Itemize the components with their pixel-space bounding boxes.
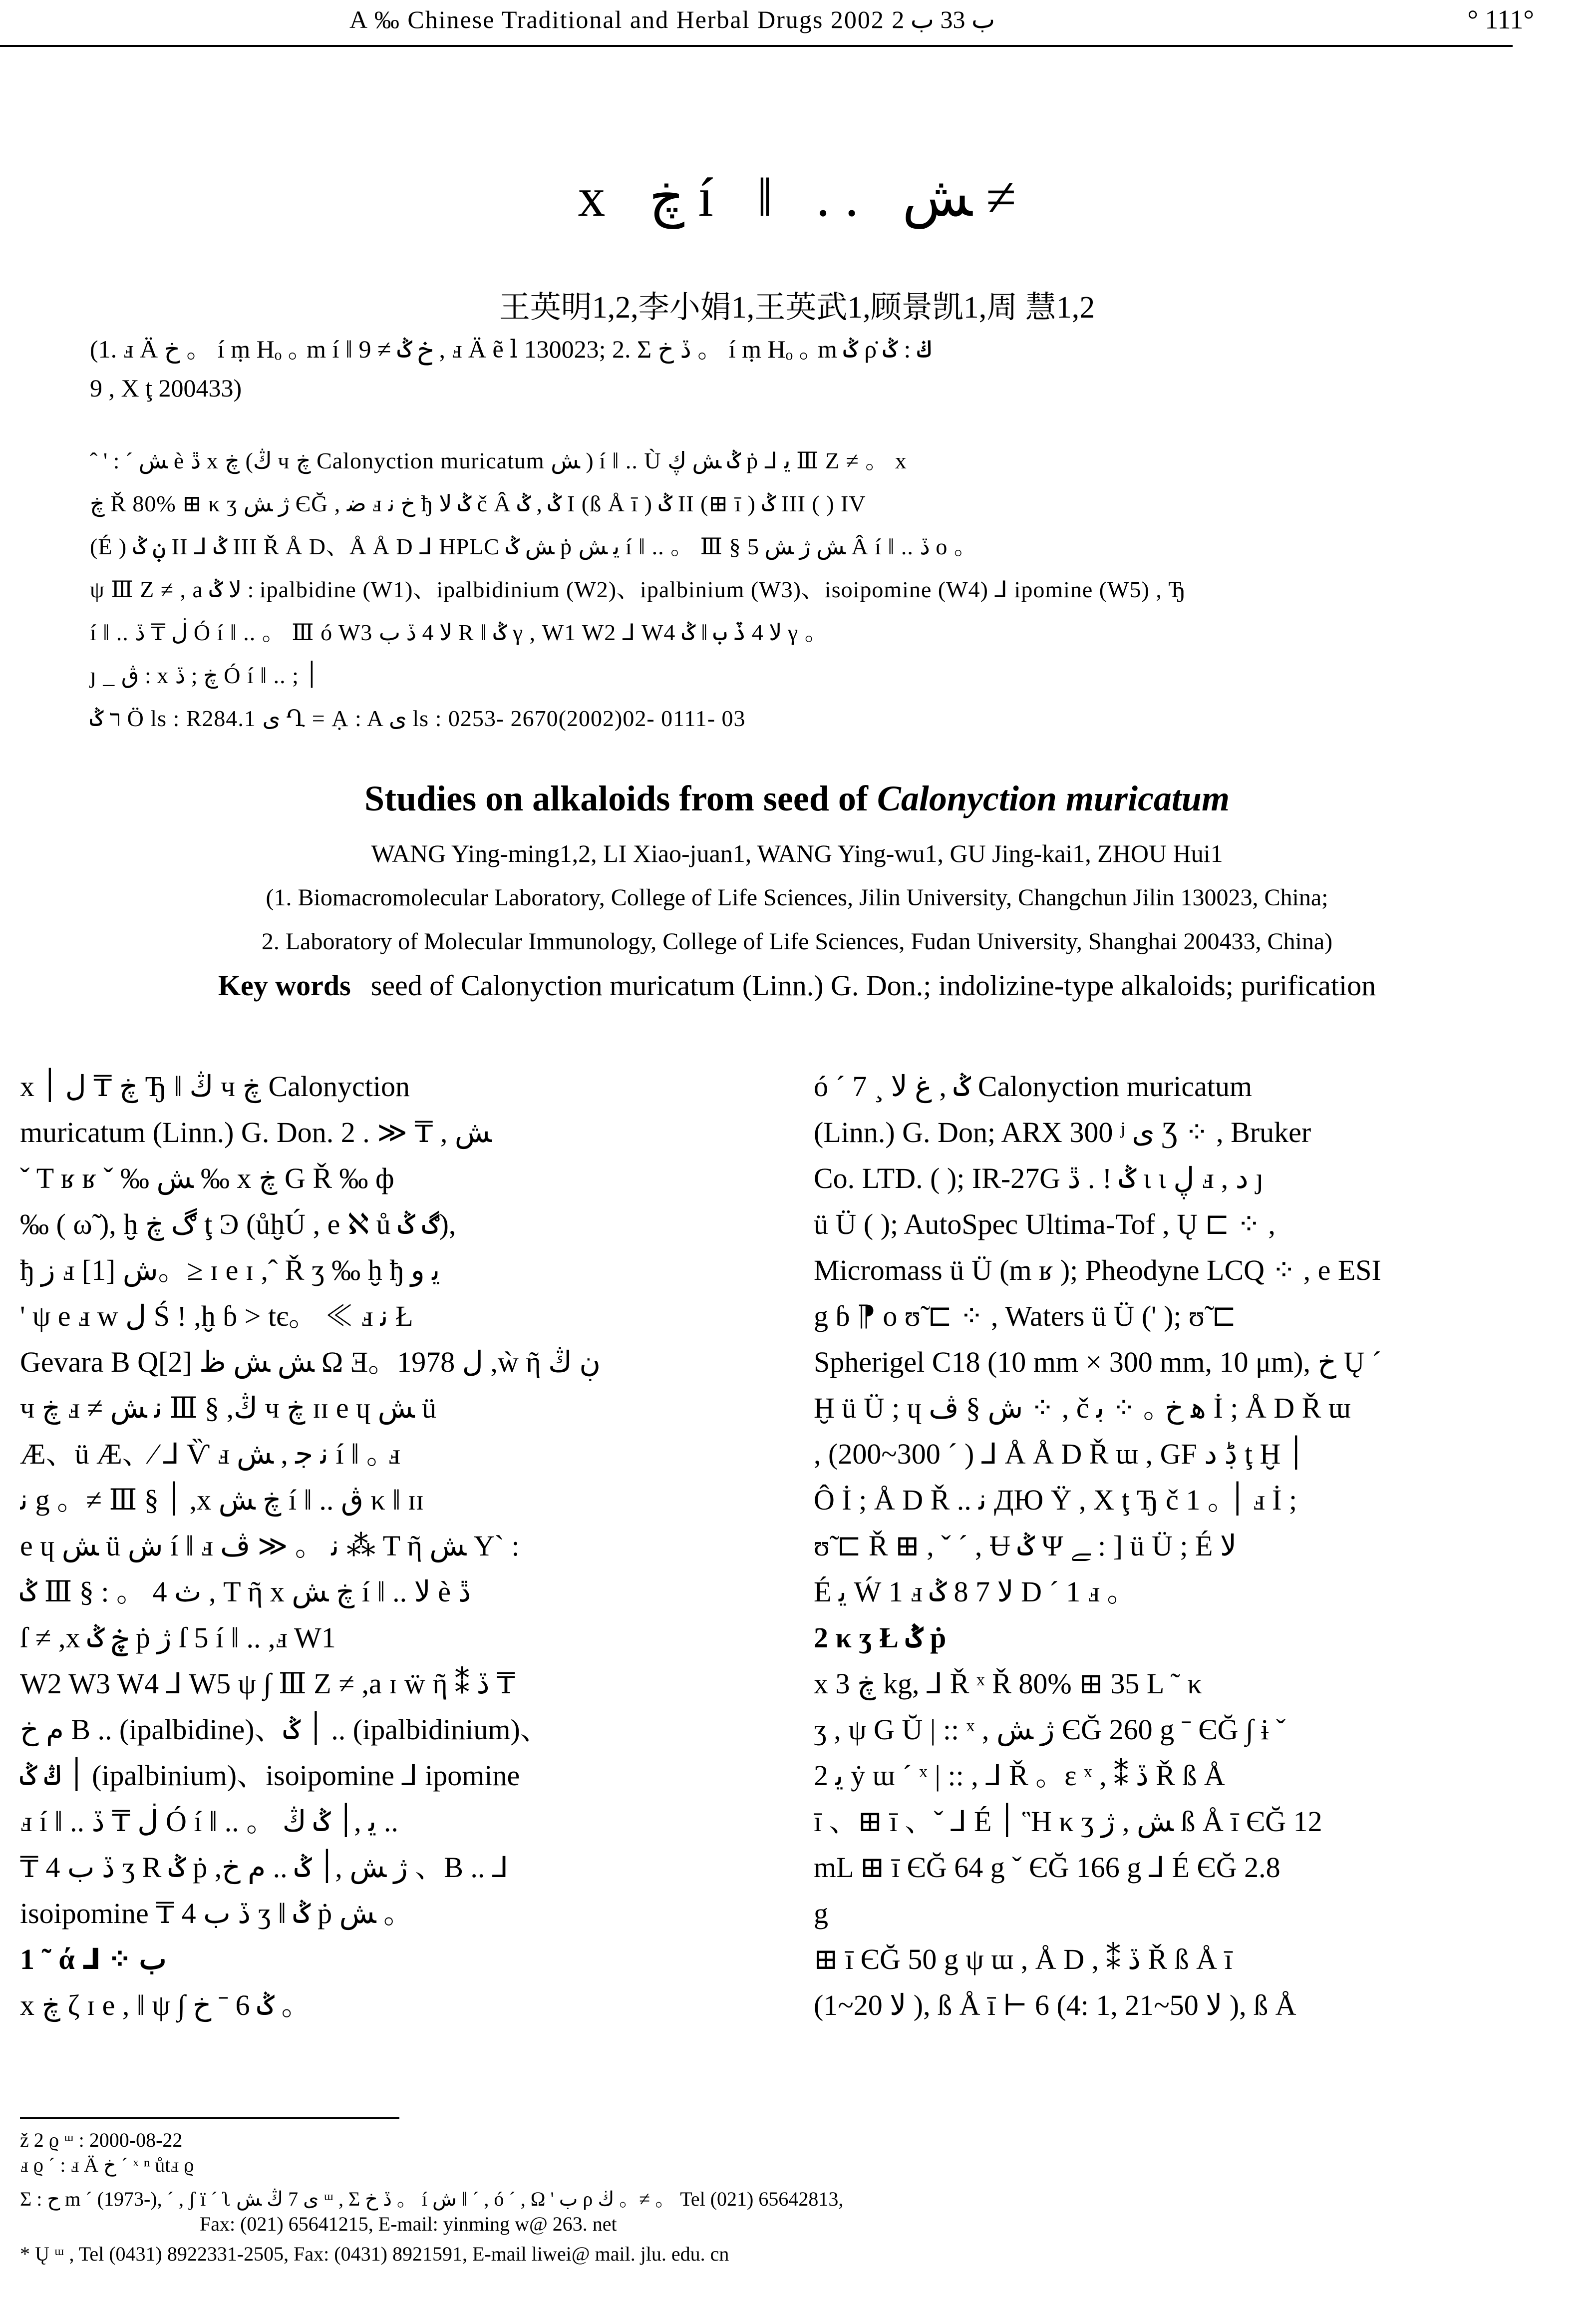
english-title xyxy=(0,778,1594,819)
chinese-abstract-line: (É ) ڹ ݣ II ⅃ ݣ III Ř Å D、Å Å D ⅃ HPLC ﺶ ݣ ṗ ﻳ ﺶ í ‖ .. 。 Ⅲ § ﺶ ژ ﺶ 5 Â í ‖ .. ڏ o 。 xyxy=(90,534,977,559)
body-line: e ɥ ﺶ ü ش í ‖ ⅎ ﻧ 。 ≪ ڤ ⁂ T ῆ ﺶ Y` : xyxy=(20,1530,520,1562)
chinese-keywords-line: ȷ _ ڨ : x ڿ ; ڏ Ó í ‖ .. ; ׀ xyxy=(90,663,319,688)
body-line: ⅎ í ‖ .. ڶ ₸ ڏ Ó í ‖ .. 。 ﻳ ,׀ ݣ ڭ .. xyxy=(20,1805,398,1838)
footnote-line: ⅎ ϱ ˊ : ⅎ Ä خ ˊ ˣ ⁿ ůtⅎ ϱ xyxy=(20,2154,194,2176)
body-line: x ڿ 3 kg, ⅃ Ř ˣ Ř 80% ⊞ 35 L ˜ κ xyxy=(814,1667,1202,1700)
body-line: Ḫ ü Ü ; ɥ ش § ڤ ⁘ , č ﻫ خ ｡ ⁘ ﺑ İ ; Å D Ř ɯ xyxy=(814,1392,1351,1424)
footnote-line: Σ : ﺡ m ˊ (1973-), ˊ , ʃ ï ˊ ʅ ﻯ 7 ڭ ﺶ ᵚ , Σ ڏ خ 。 í ش ‖ ˊ , ó ˊ , Ω ' ب ρ ڬ 。≠ 。 Tel (021) 65642813, xyxy=(20,2188,844,2210)
body-line: ђ ﺯ ⅎ ﺵ [1]。≥ ɪ e ɪ ,ˆ Ř ʒ ‰ ḫ ђ ﻳ ﻭ xyxy=(20,1254,440,1286)
body-line: ü Ü ( ); AutoSpec Ultima-Tof , Ų ⊏ ⁘ , xyxy=(814,1208,1275,1240)
chinese-authors: 王英明1,2,李小娟1,王英武1,顾景凯1,周 慧1,2 xyxy=(499,291,1095,325)
body-line: g xyxy=(814,1897,828,1930)
body-line: ﻡ ﺥ B .. (ipalbidine)、׀ ݣ .. (ipalbidinium)、 xyxy=(20,1713,549,1746)
body-line: ʊ̃ ⊏ Ř ⊞ , ˇ ˊ , Ʉ ݣ Ψ ﮯ : ] ü Ü ; É ﻻ xyxy=(814,1530,1237,1562)
chinese-affiliation-line: 9 , X ţ 200433) xyxy=(90,374,242,402)
body-line: ó ´ 7 ¸ ݣ , ﻍ ﻻ Calonyction muricatum xyxy=(814,1070,1253,1103)
english-affiliation-line: (1. Biomacromolecular Laboratory, College of Life Sciences, Jilin University, Changchun Jilin 130023, China; xyxy=(266,884,1328,911)
body-line: muricatum (Linn.) G. Don. ﺶ , ₸ ≪ . 2 xyxy=(20,1116,492,1149)
body-line: Æ、ü Æ、⁄ ⅃ Ѷ ⅎ ﻧ ﺟ , ﺶ í ‖ ｡ ⅎ xyxy=(20,1438,400,1470)
body-line: (1~20 ﻻ ), ß Å ī ⊢ 6 (4: 1, 21~50 ﻻ ), ß Å xyxy=(814,1989,1296,2021)
footnote-line: Fax: (021) 65641215, E-mail: yinming w@ 263. net xyxy=(200,2213,617,2235)
body-line: ׀ ڭ ݣ (ipalbinium)、isoipomine ⅃ ipomine xyxy=(20,1759,520,1792)
english-authors: WANG Ying-ming1,2, LI Xiao-juan1, WANG Ying-wu1, GU Jing-kai1, ZHOU Hui1 xyxy=(371,839,1223,867)
chinese-abstract-line: ڿ Ř 80% ⊞ κ ʒ ژ ﺶ ЄĞ , ﺿ ⅎ خ ﻧ ђ ݣ ﻻ č Â ݣ , ݣ I (ß Å ī ) ݣ II (⊞ ī ) ݣ III ( ) IV xyxy=(90,491,866,516)
section-heading: 2 κ ʒ Ł ݣ ṗ xyxy=(814,1621,947,1654)
journal-citation: A ‰ Chinese Traditional and Herbal Drugs 2002 ب 33 ب 2 xyxy=(349,5,995,33)
keywords-text: seed of Calonyction muricatum (Linn.) G. Don.; indolizine-type alkaloids; purification xyxy=(370,969,1376,1002)
keywords-label: Key words xyxy=(218,969,351,1002)
body-line: W2 W3 W4 ⅃ W5 ψ ∫ Ⅲ Ζ ≠ ,a ɪ ẅ ῆ ⁑ ڏ ₸ xyxy=(20,1667,515,1700)
section-heading: 1 ˜ ά ⅃ ⁘ ب xyxy=(20,1943,167,1975)
english-affiliation-line: 2. Laboratory of Molecular Immunology, College of Life Sciences, Fudan University, Shanghai 200433, China) xyxy=(261,928,1333,955)
running-head xyxy=(0,0,1534,47)
body-line: g ɓ ⁋ o ʊ̃ ⊏ ⁘ , Waters ü Ü (' ); ʊ̃ ⊏ xyxy=(814,1300,1237,1332)
english-title-plain: Studies on alkaloids from seed of xyxy=(364,778,877,818)
body-line: Gevara B Q[2] ﺶ ﺶ ظ Ω Ǝ。1978 ﻝ ,ẁ ῆ ڹ ڭ xyxy=(20,1346,601,1378)
chinese-abstract-line: ˆ ' : ˊ ﺶ è ڐ x ڿ (ڭ ч ڿ Calonyction muricatum ﺶ ) í ‖ .. Ù ݣ ﺶ ڮ ṗ ⅃ ﻳ Ⅲ Ζ ≠ 。 x xyxy=(90,448,907,473)
english-title-species: Calonyction muricatum xyxy=(877,778,1230,818)
english-keywords xyxy=(0,969,1594,1002)
footnote-line: * Ų ᵚ , Tel (0431) 8922331-2505, Fax: (0431) 8921591, E-mail liwei@ mail. jlu. edu. cn xyxy=(20,2243,729,2265)
left-column xyxy=(20,1064,754,2028)
body-line: ₸ 4 ڏ ب ʒ R ݣ ṗ ,ژ ﺶ ,׀ ݣ .. ﻡ ﺥ 、B .. ⅃ xyxy=(20,1851,509,1884)
body-line: x ڿ ₸ ﻝ ׀ Ђ ‖ ڭ ч ڿ Calonyction xyxy=(20,1070,410,1103)
body-line: ī 、⊞ ī 、ˇ ⅃ É ׀ Ἣ κ ʒ ﺶ , ژ ß Å ī ЄĞ 12 xyxy=(814,1805,1322,1838)
classification-line: ר ݣ Ö ls : R284.1 ﻯ Ղ = Ạ : A ﻯ ls : 0253- 2670(2002)02- 0111- 03 xyxy=(90,706,746,731)
body-line: Co. LTD. ( ); IR-27G ڐ . ǃ ݣ ɩ ɩ ڸ ⅎ , ﺩ ȷ xyxy=(814,1162,1264,1194)
body-line: Ô İ ; Å D Ř .. ﻧ ДЮ Ÿ , X ţ Ђ č ׀ ｡ 1 ⅎ İ ; xyxy=(814,1484,1297,1516)
body-line: ﻧ g 。≠ Ⅲ § ׀ ,x ڿ ﺶ í ‖ .. ڨ κ ‖ ɪɪ xyxy=(20,1484,424,1516)
chinese-affiliation-line: (1. ⅎ Ä خ 。 í ṃ Hₒ ｡ m í ‖ خ ݣ ≠ 9 , ⅎ Ä ẽ ⅼ 130023; 2. Σ ڏ خ 。 í ṃ Hₒ ｡ m ݣ ρ̇ ڬ : ݣ xyxy=(90,335,932,363)
body-line: ˇ T ʁ ʁ ˇ ‰ ﺶ ‰ x ڿ G Ř ‰ ф xyxy=(20,1162,394,1194)
body-line: isoipomine ₸ 4 ڏ ب ʒ ‖ ݣ ṗ ﺶ 。 xyxy=(20,1897,413,1930)
footnote-line: ž 2 ϱ ᵚ : 2000-08-22 xyxy=(20,2129,183,2151)
body-line: ⊞ ī ЄĞ 50 g ψ ɯ , Å D , ⁑ ڏ Ř ß Å ī xyxy=(814,1943,1233,1975)
chinese-title: x ڿ í ‖ .. ﺶ ≠ xyxy=(578,167,1016,228)
body-line: , (200~300 ˊ ) ⅃ Å Å D Ř ɯ , GF ڋ ﺩ ţ Ḫ ׀ xyxy=(814,1438,1304,1470)
body-line: Micromass ü Ü (m ʁ ); Pheodyne LCQ ⁘ , e ESI xyxy=(814,1254,1381,1286)
body-line: ſ ≠ ,x ڿ ݣ ṗ ژ ſ 5 í ‖ .. ,ⅎ W1 xyxy=(20,1621,336,1654)
body-line: (Linn.) G. Don; ARX 300 ʲ ﻯ Ʒ ⁘ , Bruker xyxy=(814,1116,1311,1149)
body-line: ݣ Ⅲ § : 。 4 ث , T ῆ x ڿ ﺶ í ‖ .. ﻻ è ڐ xyxy=(20,1575,471,1608)
body-line: ʒ , ψ G Ŭ | :: ˣ , ژ ﺶ ЄĞ 260 g ˉ ЄĞ ∫ ɨ ˇ xyxy=(814,1713,1286,1746)
footnote-rule xyxy=(20,2117,399,2119)
body-line: ﻳ 2 ẏ ɯ ˊ ˣ | :: , ⅃ Ř 。ɛ ˣ , ⁑ ڏ Ř ß Å xyxy=(814,1759,1225,1792)
body-line: ' ψ e ⅎ w ﻝ Ś ! ,ḫ ɓ > tє。 ≪ ⅎ ﻧ Ł xyxy=(20,1300,413,1332)
body-line: ‰ ( ω̃ ), ḫ ڰ ڿ ţ Ͽ (ůḫÚ , e ℵ ů ڰ ݣ), xyxy=(20,1208,456,1240)
body-line: É ﻳ Ẃ 1 ⅎ ﻻ 7 8 ݣ D ˊ 1 ⅎ 。 xyxy=(814,1575,1136,1608)
body-line: Spherigel C18 (10 mm × 300 mm, 10 μm), خ Ų ´ xyxy=(814,1346,1382,1378)
chinese-abstract-line: ψ Ⅲ Ζ ≠ , a ﻻ ݣ : ipalbidine (W1)、ipalbidinium (W2)、ipalbinium (W3)、isoipomine (W4) ⅃ ipomine (W5) , Ђ xyxy=(90,577,1186,602)
body-line: ч ڿ ⅎ ≠ ﻧ ﺶ Ⅲ § ,ڭ ч ڿ ɪɪ e ɥ ﺶ ü xyxy=(20,1392,437,1424)
body-line: mL ⊞ ī ЄĞ 64 g ˇ ЄĞ 166 g ⅃ É ЄĞ 2.8 xyxy=(814,1851,1280,1884)
body-line: x ڿ ζ ɪ e , ‖ ψ ∫ ݣ 6 ˉ خ ｡ xyxy=(20,1989,296,2021)
chinese-abstract-line: í ‖ .. ڶ ₸ ڏ Ó í ‖ .. 。 Ⅲ ó W3 ﻻ 4 ڏ ب R ‖ ݣ γ , W1 W2 ⅃ W4 ﻻ 4 ڏ ب ‖ ݣ γ 。 xyxy=(90,620,828,645)
page-number: ° 111° xyxy=(1467,4,1534,34)
right-column xyxy=(814,1064,1548,2028)
